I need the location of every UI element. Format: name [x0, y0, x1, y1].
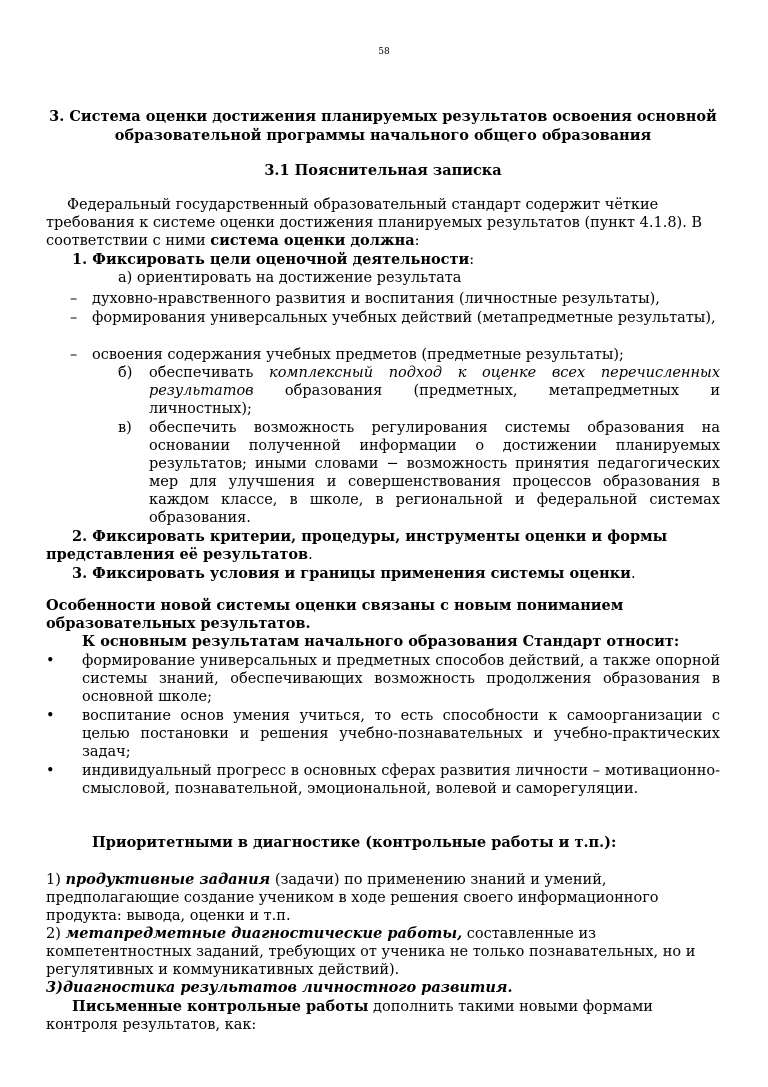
features-line-2: образовательных результатов.: [46, 615, 311, 632]
written-tests-line-2: контроля результатов, как:: [46, 1017, 257, 1033]
dash-item-3: освоения содержания учебных предметов (предметные результаты);: [92, 347, 624, 363]
subsection-title: 3.1 Пояснительная записка: [264, 162, 502, 179]
section-title-line-2: образовательной программы начального общего образования: [114, 127, 652, 144]
bullet-item-1: формирование универсальных и предметных способов действий, а также опорной системы знаний, обеспечивающих возможность продолжения образования в основной школе;: [82, 653, 720, 705]
dash-marker: –: [70, 347, 78, 363]
priority-item-2-line-2: компетентностных заданий, требующих от ученика не только познавательных, но и: [46, 944, 696, 960]
bullet-marker: •: [46, 708, 55, 724]
intro-line-2: требования к системе оценки достижения планируемых результатов (пункт 4.1.8). В: [46, 215, 703, 231]
priority-heading: Приоритетными в диагностике (контрольные работы и т.п.):: [92, 834, 617, 851]
bullet-marker: •: [46, 653, 55, 669]
priority-item-2-line-3: регулятивных и коммуникативных действий).: [46, 962, 400, 978]
page-number: 58: [378, 47, 390, 57]
dash-marker: –: [70, 291, 78, 307]
system-must-emphasis: система оценки должна: [210, 232, 415, 249]
priority-item-1-line-1: 1) продуктивные задания (задачи) по применению знаний и умений,: [46, 871, 607, 888]
intro-line-1: Федеральный государственный образовательный стандарт содержит чёткие: [67, 197, 659, 213]
priority-item-2-line-1: 2) метапредметные диагностические работы, составленные из: [46, 925, 597, 942]
bullet-item-3: индивидуальный прогресс в основных сферах развития личности – мотивационно-смысловой, познавательной, эмоциональной, волевой и саморегуляции.: [82, 763, 720, 797]
item-2-line-1: 2. Фиксировать критерии, процедуры, инструменты оценки и формы: [72, 528, 668, 545]
bullet-marker: •: [46, 763, 55, 779]
dash-item-1: духовно-нравственного развития и воспитания (личностные результаты),: [92, 291, 660, 307]
features-line-1: Особенности новой системы оценки связаны с новым пониманием: [46, 597, 624, 614]
bullet-item-2: воспитание основ умения учиться, то есть способности к самоорганизации с целью постановки и решения учебно-познавательных и учебно-практических задач;: [82, 708, 720, 760]
sub-item-b-marker: б): [118, 365, 133, 381]
priority-item-1-line-2: предполагающие создание учеником в ходе решения своего информационного: [46, 890, 659, 906]
sub-item-b: обеспечивать комплексный подход к оценке всех перечисленных результатов образования (предметных, метапредметных и личностных);: [149, 365, 720, 417]
standard-heading: К основным результатам начального образования Стандарт относит:: [82, 633, 680, 650]
comprehensive-approach-emphasis: комплексный подход к оценке всех перечисленных результатов: [149, 365, 720, 399]
section-title-line-1: 3. Система оценки достижения планируемых результатов освоения основной: [49, 108, 717, 125]
item-1: 1. Фиксировать цели оценочной деятельности:: [72, 251, 475, 268]
item-2-line-2: представления её результатов.: [46, 546, 313, 563]
sub-item-c: обеспечить возможность регулирования системы образования на основании полученной информации о достижении планируемых результатов; иными словами − возможность принятия педагогических мер для улучшения и совершенствования процессов образования в каждом классе, в школе, в региональной и федеральной системах образования.: [149, 420, 720, 526]
dash-item-2: формирования универсальных учебных действий (метапредметные результаты),: [92, 310, 716, 326]
sub-item-c-marker: в): [118, 420, 132, 436]
priority-item-3: 3)диагностика результатов личностного развития.: [46, 979, 513, 996]
intro-line-3: соответствии с ними система оценки должна:: [46, 232, 420, 249]
section-title: [46, 107, 720, 145]
item-3: 3. Фиксировать условия и границы применения системы оценки.: [72, 565, 636, 582]
priority-item-1-line-3: продукта: вывода, оценки и т.п.: [46, 908, 291, 924]
sub-item-a: а) ориентировать на достижение результата: [118, 270, 462, 286]
written-tests-line-1: Письменные контрольные работы дополнить такими новыми формами: [72, 998, 653, 1015]
dash-marker: –: [70, 310, 78, 326]
